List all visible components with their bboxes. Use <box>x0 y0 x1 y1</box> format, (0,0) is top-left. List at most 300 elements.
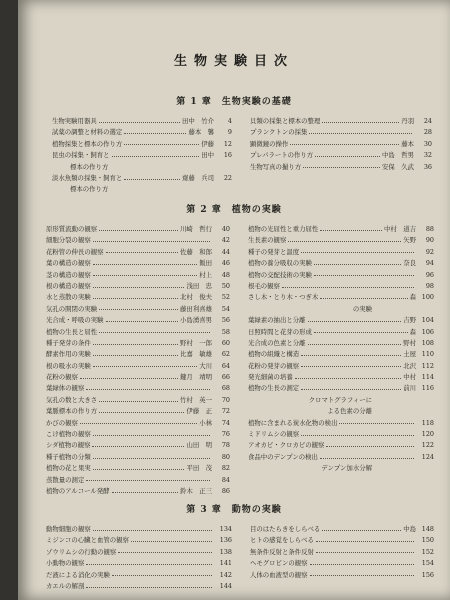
toc-entry <box>52 184 232 195</box>
leader-dots <box>303 166 380 168</box>
toc-entry-author: 山田 明 <box>186 441 212 450</box>
toc-entry-page: 30 <box>423 139 432 148</box>
toc-entry <box>248 372 434 383</box>
toc-entry-page: 70 <box>221 395 230 404</box>
toc-entry-title: 水と蒸散の実験 <box>46 293 91 302</box>
toc-entry-page: 150 <box>421 536 434 545</box>
toc-entry-title: よる色素の分離 <box>327 407 372 416</box>
leader-dots <box>112 574 212 576</box>
toc-entry <box>248 383 434 394</box>
toc-entry-page: 32 <box>423 151 432 160</box>
toc-entry <box>46 235 230 246</box>
toc-entry <box>52 139 232 150</box>
toc-entry <box>248 429 434 440</box>
toc-entry-page: 82 <box>221 464 230 473</box>
leader-dots <box>301 251 414 253</box>
toc-entry-title: 小動物の観察 <box>46 559 85 568</box>
leader-dots <box>93 297 178 299</box>
toc-entry <box>52 162 232 173</box>
toc-entry <box>248 327 434 338</box>
toc-entry-title: 種子の発芽と温度 <box>248 247 300 256</box>
toc-entry <box>248 406 434 417</box>
leader-dots <box>80 377 178 379</box>
toc-entry-page: 24 <box>423 117 432 125</box>
leader-dots <box>320 457 414 459</box>
toc-entry-page: 118 <box>421 418 434 427</box>
toc-entry-author: 奈良 <box>403 259 416 268</box>
toc-entry-title: 葉の構造の観察 <box>46 259 91 268</box>
toc-entry-author: 藤田利喜雄 <box>180 304 212 313</box>
toc-entry-page: 36 <box>423 162 432 171</box>
toc-entry-title: ヒトの感覚をしらべる <box>250 536 314 545</box>
leader-dots <box>314 331 408 333</box>
toc-entry-page: 28 <box>423 128 432 137</box>
toc-entry-title: 昆虫の採集・飼育と <box>52 151 110 160</box>
toc-entry <box>52 150 232 161</box>
toc-entry-author: 伊藤 正 <box>186 407 212 416</box>
toc-entry-author: 伊藤 <box>201 139 214 148</box>
toc-entry-title: 葉緑素の抽出と分離 <box>248 316 306 325</box>
leader-dots <box>93 343 178 345</box>
leader-dots <box>320 297 407 299</box>
toc-entry <box>248 247 434 258</box>
toc-entry-author: 中村 道吉 <box>384 225 416 233</box>
leader-dots <box>308 320 402 322</box>
toc-entry-title: さし木・とり木・つぎ木 <box>248 293 319 302</box>
leader-dots <box>93 286 185 288</box>
toc-entry <box>46 418 230 429</box>
toc-entry-title: 標本の作り方 <box>70 162 109 171</box>
toc-entry-page: 72 <box>221 407 230 416</box>
toc-entry <box>46 547 232 558</box>
toc-entry-title: ミドリムシの観察 <box>248 430 300 439</box>
toc-entry-title: シダ植物の観察 <box>46 441 91 450</box>
toc-entry-title: 根毛の観察 <box>248 281 280 290</box>
toc-entry <box>46 315 230 326</box>
leader-dots <box>339 422 414 424</box>
leader-dots <box>99 229 178 231</box>
leader-dots <box>93 529 212 531</box>
toc-entry <box>250 162 432 173</box>
toc-entry-title: こけ植物の観察 <box>46 430 91 439</box>
toc-entry-author: 吉野 <box>403 316 416 325</box>
toc-entry <box>46 440 230 451</box>
toc-entry-page: 50 <box>221 281 230 290</box>
toc-entry-page: 66 <box>221 373 230 382</box>
leader-dots <box>124 143 199 145</box>
leader-dots <box>316 551 414 553</box>
toc-entry <box>46 270 230 281</box>
toc-entry <box>248 361 434 372</box>
leader-dots <box>93 365 197 367</box>
leader-dots <box>106 251 179 253</box>
toc-entry <box>52 173 232 184</box>
toc-entry <box>250 558 434 569</box>
toc-entry-author: 田中 <box>201 151 214 160</box>
toc-entry-page: 152 <box>421 547 434 556</box>
leader-dots <box>93 263 197 265</box>
toc-entry-author: 前川 <box>403 384 416 393</box>
leader-dots <box>309 132 412 134</box>
toc-entry-page: 141 <box>219 559 232 568</box>
leader-dots <box>322 529 401 531</box>
toc-entry-title: の実験 <box>352 304 372 313</box>
toc-entry-title: 生物写真の撮り方 <box>250 162 302 171</box>
toc-entry-title: 試薬の調整と材料の選定 <box>52 128 123 137</box>
toc-entry-title: 気孔の開閉の実験 <box>46 304 98 313</box>
toc-entry-page: 122 <box>421 441 434 450</box>
toc-entry <box>46 395 230 406</box>
leader-dots <box>124 132 186 134</box>
leader-dots <box>282 286 414 288</box>
toc-entry-page: 154 <box>421 559 434 568</box>
toc-entry-title: 生長素の観察 <box>248 236 287 245</box>
leader-dots <box>112 155 200 157</box>
toc-entry <box>250 524 434 535</box>
toc-entry-title: デンプン加水分解 <box>321 464 372 473</box>
toc-entry-author: 藤本 馨 <box>188 128 214 137</box>
toc-entry-title: ミジンコの心臓と血管の観察 <box>46 536 129 545</box>
leader-dots <box>86 586 212 588</box>
toc-entry-page: 114 <box>421 373 434 382</box>
toc-entry-page: 58 <box>221 327 230 336</box>
toc-entry <box>52 127 232 138</box>
leader-dots <box>295 377 401 379</box>
toc-entry <box>46 383 230 394</box>
toc-entry-page: 100 <box>421 293 434 302</box>
leader-dots <box>316 540 414 542</box>
leader-dots <box>315 155 380 157</box>
toc-entry-title: 茎の構造の観察 <box>46 270 91 279</box>
toc-entry <box>46 486 230 497</box>
toc-entry-page: 136 <box>219 536 232 545</box>
toc-entry <box>248 224 434 235</box>
leader-dots <box>93 457 210 459</box>
leader-dots <box>99 308 178 310</box>
leader-dots <box>301 434 414 436</box>
toc-entry-title: 根の構造の観察 <box>46 281 91 290</box>
leader-dots <box>99 400 178 402</box>
toc-entry-page: 76 <box>221 430 230 439</box>
toc-entry-author: 佐藤 和郎 <box>180 247 212 256</box>
toc-entry-page: 108 <box>421 338 434 347</box>
toc-entry-title: 顕微鏡の操作 <box>250 139 289 148</box>
page-title: 生物実験目次 <box>173 54 294 69</box>
toc-entry <box>250 139 432 150</box>
toc-entry-title: 生物実験用器具 <box>52 117 97 125</box>
toc-entry <box>46 581 232 592</box>
toc-entry-author: 北村 俊夫 <box>180 293 212 302</box>
toc-entry-title: 動物細胞の観察 <box>46 525 91 533</box>
toc-entry <box>248 338 434 349</box>
leader-dots <box>86 388 210 390</box>
toc-entry-page: 90 <box>425 236 434 245</box>
leader-dots <box>112 491 179 493</box>
toc-entry <box>46 258 230 269</box>
toc-entry-title: 植物採集と標本の作り方 <box>52 139 123 148</box>
toc-entry-page: 106 <box>421 327 434 336</box>
leader-dots <box>314 274 414 276</box>
toc-entry-page: 112 <box>421 361 434 370</box>
toc-entry <box>46 361 230 372</box>
toc-entry-page: 48 <box>221 270 230 279</box>
toc-entry-page: 144 <box>219 581 232 590</box>
toc-entry-page: 84 <box>221 475 230 484</box>
leader-dots <box>99 121 180 123</box>
toc-entry-author: 森 <box>409 327 416 336</box>
leader-dots <box>314 263 401 265</box>
toc-entry-title: 植物の組織と構造 <box>248 350 300 359</box>
toc-entry-title: アオカビ・クロカビの観察 <box>248 441 325 450</box>
toc-entry <box>46 535 232 546</box>
leader-dots <box>310 574 414 576</box>
toc-entry-author: 村上 <box>199 270 212 279</box>
toc-entry <box>46 304 230 315</box>
leader-dots <box>301 388 401 390</box>
toc-entry-page: 92 <box>425 247 434 256</box>
toc-entry <box>46 372 230 383</box>
toc-entry-title: 植物の養分吸収の実験 <box>248 259 312 268</box>
toc-entry-author: 小島湧喜男 <box>180 316 212 325</box>
toc-entry-title: 植物の生長の測定 <box>248 384 300 393</box>
toc-entry-author: 中島 <box>403 525 416 533</box>
toc-entry <box>46 247 230 258</box>
leader-dots <box>86 479 210 481</box>
toc-entry-page: 98 <box>425 281 434 290</box>
toc-entry <box>46 349 230 360</box>
toc-entry <box>250 547 434 558</box>
toc-entry-page: 40 <box>221 225 230 233</box>
toc-entry-author: 矢野 <box>403 236 416 245</box>
chapter-1-heading: 第 1 章 生物実験の基礎 <box>176 97 292 107</box>
toc-entry-author: 大川 <box>199 361 212 370</box>
toc-entry-author: 野村 <box>403 338 416 347</box>
toc-entry-page: 54 <box>221 304 230 313</box>
chapter-1-right-column <box>250 116 432 173</box>
toc-entry-title: 日照時間と花芽の形成 <box>248 327 312 336</box>
toc-entry-title: 蒸散量の測定 <box>46 475 85 484</box>
toc-entry-title: 花粉の観察 <box>46 373 78 382</box>
toc-entry <box>248 270 434 281</box>
toc-entry-page: 46 <box>221 259 230 268</box>
toc-entry-title: 気孔の数と大きさ <box>46 395 98 404</box>
toc-entry-title: プレパラートの作り方 <box>250 151 314 160</box>
leader-dots <box>322 121 399 123</box>
toc-entry-title: 種子植物の分類 <box>46 452 91 461</box>
toc-entry <box>248 452 434 463</box>
toc-entry <box>46 463 230 474</box>
toc-entry-author: 中村 <box>403 373 416 382</box>
chapter-3-heading: 第 3 章 動物の実験 <box>186 505 282 515</box>
toc-entry-title: 種子発芽の条件 <box>46 338 91 347</box>
toc-entry-title: 淡水魚類の採集・飼育と <box>52 173 123 182</box>
toc-entry <box>248 304 434 315</box>
toc-entry-title: だ液による消化の実験 <box>46 570 110 579</box>
leader-dots <box>99 411 184 413</box>
toc-entry-title: 植物の光屈性と重力屈性 <box>248 225 319 233</box>
toc-entry <box>46 338 230 349</box>
toc-entry <box>46 475 230 486</box>
toc-entry-author: 森 <box>409 293 416 302</box>
toc-entry-page: 44 <box>221 247 230 256</box>
toc-entry-title: 葉脈標本の作り方 <box>46 407 98 416</box>
toc-entry-author: 竹村 英一 <box>180 395 212 404</box>
leader-dots <box>106 320 179 322</box>
toc-entry-title: 植物のアルコール発酵 <box>46 486 110 495</box>
toc-entry-title: クロマトグラフィーに <box>308 395 372 404</box>
leader-dots <box>301 365 401 367</box>
leader-dots <box>92 445 184 447</box>
toc-entry-page: 56 <box>221 316 230 325</box>
toc-entry-page: 60 <box>221 338 230 347</box>
toc-entry-author: 鈴木 正三 <box>180 486 212 495</box>
toc-entry-author: 鍵月 靖明 <box>180 373 212 382</box>
toc-entry-author: 藤本 <box>401 139 414 148</box>
toc-entry <box>46 292 230 303</box>
toc-entry-page: 142 <box>219 570 232 579</box>
chapter-3-left-column <box>46 524 232 592</box>
toc-entry <box>46 406 230 417</box>
toc-entry-title: 人体の血液型の観察 <box>250 570 308 579</box>
leader-dots <box>288 240 401 242</box>
toc-entry-page: 88 <box>425 225 434 233</box>
chapter-2-right-column <box>248 224 434 475</box>
toc-entry-page: 104 <box>421 316 434 325</box>
toc-entry-title: 貝類の採集と標本の整理 <box>250 117 321 125</box>
toc-entry <box>46 452 230 463</box>
leader-dots <box>86 563 212 565</box>
toc-entry <box>248 418 434 429</box>
chapter-3-right-column <box>250 524 434 581</box>
toc-entry-page: 120 <box>421 430 434 439</box>
toc-entry-author: 浅田 忠 <box>186 281 212 290</box>
toc-entry-title: 目のはたらきをしらべる <box>250 525 321 533</box>
toc-entry-title: ヘモグロビンの観察 <box>250 559 308 568</box>
toc-entry-author: 土屋 <box>403 350 416 359</box>
chapter-1-left-column <box>52 116 232 196</box>
chapter-2-heading: 第 2 章 植物の実験 <box>186 205 282 215</box>
leader-dots <box>93 434 210 436</box>
toc-entry-page: 78 <box>221 441 230 450</box>
toc-entry-page: 4 <box>227 117 232 125</box>
leader-dots <box>93 354 178 356</box>
toc-entry-page: 148 <box>421 525 434 533</box>
leader-dots <box>99 331 210 333</box>
toc-entry-page: 64 <box>221 361 230 370</box>
toc-entry-page: 86 <box>221 486 230 495</box>
toc-entry-author: 川崎 哲行 <box>180 225 212 233</box>
toc-entry-page: 52 <box>221 293 230 302</box>
toc-entry-title: 原形質流動の観察 <box>46 225 98 233</box>
leader-dots <box>320 229 382 231</box>
toc-entry-title: かびの観察 <box>46 418 78 427</box>
toc-entry-author: 飯田 <box>199 259 212 268</box>
toc-entry <box>46 524 232 535</box>
toc-entry <box>248 440 434 451</box>
toc-entry-author: 安保 久武 <box>382 162 414 171</box>
toc-entry <box>250 150 432 161</box>
toc-entry <box>250 535 434 546</box>
toc-entry-author: 北沢 <box>403 361 416 370</box>
toc-entry <box>52 116 232 127</box>
toc-entry-page: 110 <box>421 350 434 359</box>
toc-entry-title: カエルの解剖 <box>46 581 85 590</box>
toc-entry-author: 比嘉 敏雄 <box>180 350 212 359</box>
toc-entry-page: 96 <box>425 270 434 279</box>
toc-entry <box>46 281 230 292</box>
leader-dots <box>80 422 197 424</box>
book-page <box>18 0 450 600</box>
toc-entry-author: 中島 哲男 <box>382 151 414 160</box>
toc-entry-title: 光合成・呼吸の実験 <box>46 316 104 325</box>
toc-entry <box>250 127 432 138</box>
toc-entry-title: 標本の作り方 <box>70 185 109 194</box>
toc-entry-author: 丹羽 <box>401 117 414 125</box>
leader-dots <box>93 468 185 470</box>
toc-entry-page: 138 <box>219 547 232 556</box>
toc-entry-page: 124 <box>421 452 434 461</box>
toc-entry <box>248 315 434 326</box>
leader-dots <box>326 445 414 447</box>
toc-entry-page: 22 <box>223 173 232 182</box>
toc-entry-author: 齋藤 兵司 <box>182 173 214 182</box>
toc-entry-title: 植物の花と果実 <box>46 464 91 473</box>
leader-dots <box>308 343 402 345</box>
toc-entry <box>46 327 230 338</box>
toc-entry <box>46 570 232 581</box>
toc-entry-title: 酵素作用の実験 <box>46 350 91 359</box>
toc-entry-page: 134 <box>219 525 232 533</box>
toc-entry-title: 無条件反射と条件反射 <box>250 547 314 556</box>
toc-entry-author: 平田 茂 <box>186 464 212 473</box>
toc-entry <box>248 258 434 269</box>
toc-entry-page: 80 <box>221 452 230 461</box>
toc-entry-page: 16 <box>223 151 232 160</box>
toc-entry-page: 62 <box>221 350 230 359</box>
toc-entry <box>248 281 434 292</box>
leader-dots <box>301 354 401 356</box>
toc-entry-title: 葉緑体の観察 <box>46 384 85 393</box>
toc-entry-page: 94 <box>425 259 434 268</box>
toc-entry-title: 花粉の発芽の観察 <box>248 361 300 370</box>
toc-entry-title: 細胞分裂の観察 <box>46 236 91 245</box>
toc-entry-title: 根の吸水の実験 <box>46 361 91 370</box>
toc-entry-title: 光合成の色素と分離 <box>248 338 306 347</box>
chapter-2-left-column <box>46 224 230 497</box>
toc-entry-page: 9 <box>227 128 232 137</box>
toc-entry-page: 68 <box>221 384 230 393</box>
leader-dots <box>290 143 399 145</box>
leader-dots <box>124 178 180 180</box>
toc-entry-page: 116 <box>421 384 434 393</box>
toc-entry-title: 植物の生長と屈性 <box>46 327 98 336</box>
toc-entry-title: プランクトンの採集 <box>250 128 308 137</box>
leader-dots <box>93 274 197 276</box>
toc-entry-title: ゾウリムシの行動の観察 <box>46 547 117 556</box>
toc-entry <box>46 558 232 569</box>
toc-entry-title: 植物の交配技術の実験 <box>248 270 312 279</box>
toc-entry-title: 花粉管の伸長の観察 <box>46 247 104 256</box>
leader-dots <box>118 551 212 553</box>
toc-entry-author: 野村 一郎 <box>180 338 212 347</box>
toc-entry <box>46 429 230 440</box>
toc-entry <box>248 463 434 474</box>
toc-entry <box>46 224 230 235</box>
toc-entry <box>250 570 434 581</box>
toc-entry-title: 発光細菌の培養 <box>248 373 293 382</box>
toc-entry-author: 小林 <box>199 418 212 427</box>
toc-entry-title: 植物に含まれる炭水化物の検出 <box>248 418 338 427</box>
